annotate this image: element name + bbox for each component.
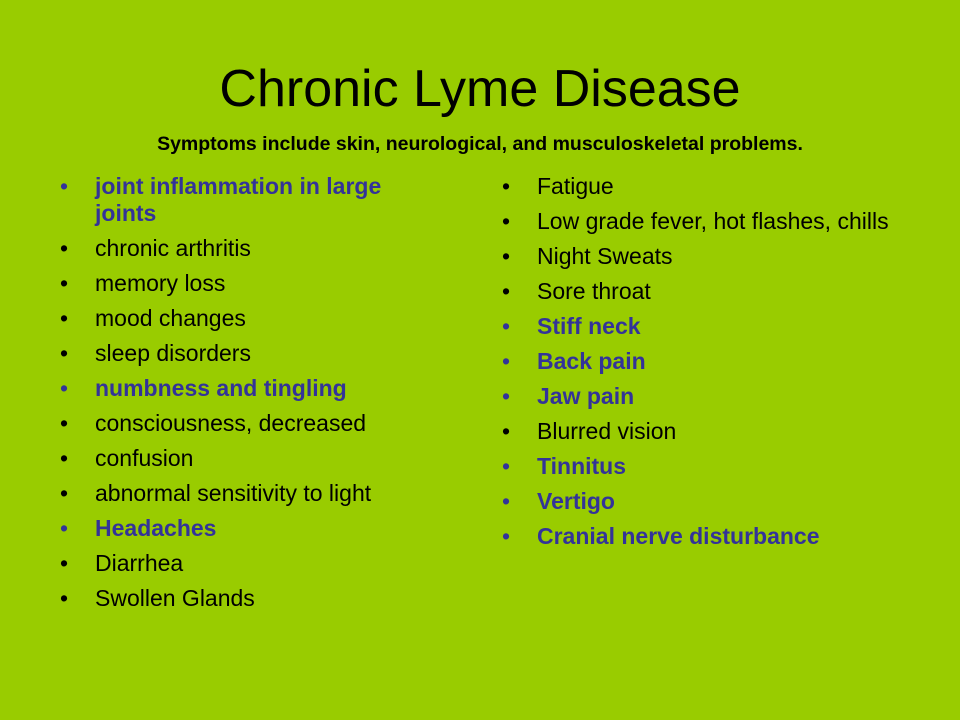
symptom-item: • confusion <box>56 445 446 472</box>
symptom-item: • Vertigo <box>498 488 908 515</box>
symptom-item: • Headaches <box>56 515 446 542</box>
symptom-item: • memory loss <box>56 270 446 297</box>
symptom-item: • numbness and tingling <box>56 375 446 402</box>
symptom-item: • sleep disorders <box>56 340 446 367</box>
symptom-item: • Jaw pain <box>498 383 908 410</box>
symptom-item: • consciousness, decreased <box>56 410 446 437</box>
symptom-item: • Back pain <box>498 348 908 375</box>
symptom-item: • Swollen Glands <box>56 585 446 612</box>
slide-subtitle: Symptoms include skin, neurological, and musculoskeletal problems. <box>157 133 803 155</box>
left-symptom-list <box>56 173 446 620</box>
symptom-item: • mood changes <box>56 305 446 332</box>
symptom-item: • Low grade fever, hot flashes, chills <box>498 208 908 235</box>
right-symptom-list <box>498 173 908 558</box>
symptom-item: • Tinnitus <box>498 453 908 480</box>
symptom-item: • Night Sweats <box>498 243 908 270</box>
symptom-item: • joint inflammation in large joints <box>56 173 446 227</box>
symptom-item: • Fatigue <box>498 173 908 200</box>
symptom-item: • Blurred vision <box>498 418 908 445</box>
symptom-item: • Diarrhea <box>56 550 446 577</box>
symptom-item: • abnormal sensitivity to light <box>56 480 446 507</box>
symptom-item: • Cranial nerve disturbance <box>498 523 908 550</box>
symptom-item: • chronic arthritis <box>56 235 446 262</box>
slide-title: Chronic Lyme Disease <box>219 60 741 118</box>
symptom-item: • Sore throat <box>498 278 908 305</box>
symptom-item: • Stiff neck <box>498 313 908 340</box>
